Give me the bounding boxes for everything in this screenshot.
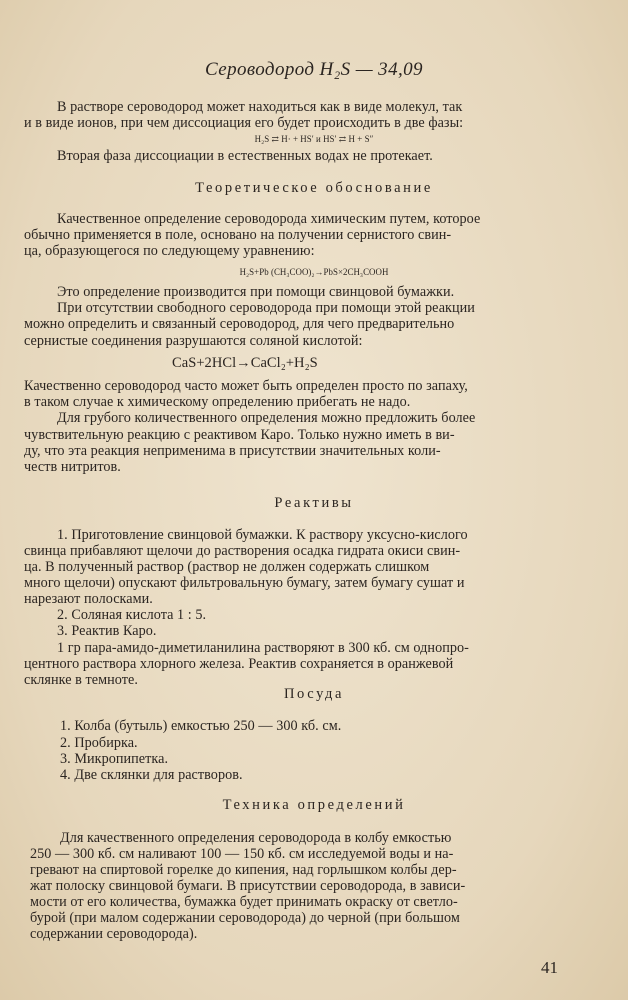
dissociation-formula: H₂S ⇄ H· + HS′ и HS′ ⇄ H + S″ (254, 134, 374, 144)
text-line: Качественно сероводород часто может быть определен просто по запаху, (24, 378, 468, 394)
text-line: 2. Соляная кислота 1 : 5. (57, 607, 207, 623)
text-line: нарезают полосками. (24, 591, 153, 607)
text-line: много щелочи) опускают фильтровальную бумагу, затем бумагу сушат и (24, 575, 465, 591)
list-item: 2. Пробирка. (60, 735, 138, 751)
reaction-formula-calcium: CaS+2HCl→CaCl₂+H₂S (172, 355, 318, 371)
section-heading-technique: Техника определений (222, 797, 406, 813)
text-line: гревают на спиртовой горелке до кипения, над горлышком колбы дер- (30, 862, 457, 878)
text-line: Для грубого количественного определения можно предложить более (57, 410, 476, 426)
text-line: бурой (при малом содержании сероводорода) до черной (при большом (30, 910, 460, 926)
text-line: жат полоску свинцовой бумаги. В присутствии сероводорода, в зависи- (30, 878, 466, 894)
list-item: 3. Микропипетка. (60, 751, 169, 767)
reaction-formula-lead: H₂S+Pb (CH₃COO)₂→PbS×2CH₃COOH (239, 267, 389, 277)
text-line: 1. Приготовление свинцовой бумажки. К раствору уксусно-кислого (57, 527, 468, 543)
text-line: 250 — 300 кб. см наливают 100 — 150 кб. см исследуемой воды и на- (30, 846, 454, 862)
section-heading-theory: Теоретическое обоснование (195, 180, 433, 196)
list-item: 1. Колба (бутыль) емкостью 250 — 300 кб. см. (60, 718, 342, 734)
text-line: обычно применяется в поле, основано на получении сернистого свин- (24, 227, 452, 243)
text-line: Качественное определение сероводорода химическим путем, которое (57, 211, 481, 227)
text-line: склянке в темноте. (24, 672, 138, 688)
text-line: 1 гр пара-амидо-диметиланилина растворяют в 300 кб. см однопро- (57, 640, 469, 656)
text-line: Для качественного определения сероводорода в колбу емкостью (60, 830, 452, 846)
text-line: сернистые соединения разрушаются соляной кислотой: (24, 333, 363, 349)
text-line: честв нитритов. (24, 459, 121, 475)
section-heading-glassware: Посуда (283, 686, 345, 702)
page-title: Сероводород H₂S — 34,09 (205, 59, 423, 80)
section-heading-reagents: Реактивы (274, 495, 354, 511)
text-line: Вторая фаза диссоциации в естественных водах не протекает. (57, 148, 433, 164)
text-line: центного раствора хлорного железа. Реактив сохраняется в оранжевой (24, 656, 454, 672)
page-number: 41 (541, 958, 558, 977)
text-line: можно определить и связанный сероводород, для чего предварительно (24, 316, 455, 332)
text-line: ца. В полученный раствор (раствор не должен содержать слишком (24, 559, 430, 575)
text-line: В растворе сероводород может находиться как в виде молекул, так (57, 99, 463, 115)
text-line: содержании сероводорода). (30, 926, 198, 942)
text-line: и в виде ионов, при чем диссоциация его будет происходить в две фазы: (24, 115, 464, 131)
text-line: ду, что эта реакция неприменима в присутствии значительных коли- (24, 443, 441, 459)
text-line: в таком случае к химическому определению прибегать не надо. (24, 394, 411, 410)
text-line: чувствительную реакцию с реактивом Каро. Только нужно иметь в ви- (24, 427, 455, 443)
text-line: Это определение производится при помощи свинцовой бумажки. (57, 284, 455, 300)
list-item: 4. Две склянки для растворов. (60, 767, 243, 783)
text-line: мости от его количества, бумажка будет принимать окраску от светло- (30, 894, 458, 910)
text-line: При отсутствии свободного сероводорода при помощи этой реакции (57, 300, 475, 316)
text-line: 3. Реактив Каро. (57, 623, 157, 639)
text-line: ца, образующегося по следующему уравнению: (24, 243, 315, 259)
text-line: свинца прибавляют щелочи до растворения осадка гидрата окиси свин- (24, 543, 461, 559)
